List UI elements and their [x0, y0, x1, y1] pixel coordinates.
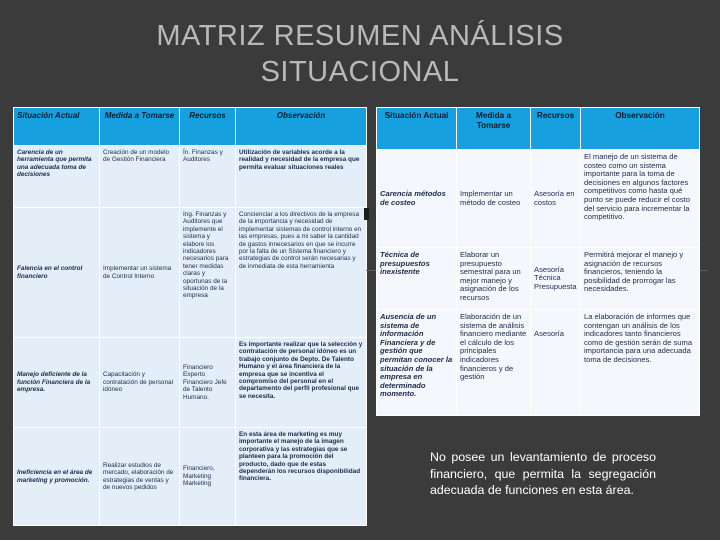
- table-row: [14, 146, 367, 208]
- left-header-recursos: Recursos: [180, 108, 236, 146]
- cell-observacion: En esta área de marketing es muy importante el manejo de la imagen corporativa y las estrategias que se planteen para la promoción del producto, dado que de estas dependerán los recursos disponibilidad financiera.: [236, 428, 367, 526]
- cell-recursos: Asesoría en costos: [531, 150, 581, 248]
- cell-situacion: Manejo deficiente de la función Financiera de la empresa.: [14, 338, 100, 428]
- table-row: [14, 338, 367, 428]
- situational-matrix-left-table: [13, 107, 367, 526]
- cell-medida: Elaboración de un sistema de análisis financiero mediante el cálculo de los principales indicadores financieros y de gestión: [457, 310, 531, 416]
- cell-observacion: La elaboración de informes que contengan un análisis de los indicadores tanto financieros como de gestión serán de suma importancia para una adecuada toma de decisiones.: [581, 310, 700, 416]
- cell-observacion: Es importante realizar que la selección y contratación de personal idóneo es un trabajo conjunto de Depto. De Talento Humano y el área financiera de la empresa que se incentiva el compromiso del personal en el departamento del perfil profesional que se necesita.: [236, 338, 367, 428]
- right-header-medida: Medida a Tomarse: [457, 108, 531, 150]
- cell-situacion: Carencia métodos de costeo: [377, 150, 457, 248]
- cell-observacion: Concienciar a los directivos de la empresa de la importancia y necesidad de implementar sistemas de control interno en las empresas, pues a mi saber la cantidad de gastos innecesarios en que se incurre por la falta de un Sistema financiero y estrategias de control serán necesarias y de inmediata de esta herramienta: [236, 208, 367, 338]
- table-row: [14, 208, 367, 338]
- cell-recursos: Ín. Finanzas y Auditores: [180, 146, 236, 208]
- bullet-marker: [364, 208, 369, 220]
- table-row: [14, 428, 367, 526]
- cell-recursos: Ing. Finanzas y Auditores que implemente el sistema y elabore los indicadores necesarios para tener medidas claras y oportunas de la situación de la empresa: [180, 208, 236, 338]
- cell-recursos: Financiero Experto Financiero Jefe de Talento Humano.: [180, 338, 236, 428]
- cell-medida: Capacitación y contratación de personal idóneo: [100, 338, 180, 428]
- left-header-observacion: Observación: [236, 108, 367, 146]
- slide-title: [0, 18, 720, 90]
- financial-process-note: No posee un levantamiento de proceso financiero, que permita la segregación adecuada de funciones en esta área.: [430, 450, 656, 497]
- right-header-situacion: Situación Actual: [377, 108, 457, 150]
- table-row: [377, 310, 700, 416]
- cell-observacion: El manejo de un sistema de costeo como un sistema importante para la toma de decisiones en algunos factores competitivos como hasta qué punto se puede reducir el costo del servicio para incrementar la competitivo.: [581, 150, 700, 248]
- table-row: [377, 150, 700, 248]
- right-header-recursos: Recursos: [531, 108, 581, 150]
- cell-recursos: Asesoría Técnica Presupuesta: [531, 248, 581, 310]
- situational-matrix-right-table: [376, 107, 700, 416]
- cell-situacion: Falencia en el control financiero: [14, 208, 100, 338]
- cell-medida: Creación de un modelo de Gestión Financiera: [100, 146, 180, 208]
- cell-situacion: Técnica de presupuestos inexistente: [377, 248, 457, 310]
- left-header-situacion: Situación Actual: [14, 108, 100, 146]
- cell-situacion: Ausencia de un sistema de información Financiera y de gestión que permitan conocer la situación de la empresa en determinado momento.: [377, 310, 457, 416]
- table-row: [377, 248, 700, 310]
- cell-recursos: Financiero, Marketing Marketing: [180, 428, 236, 526]
- cell-situacion: Carencia de un herramienta que permita una adecuada toma de decisiones: [14, 146, 100, 208]
- cell-recursos: Asesoría: [531, 310, 581, 416]
- cell-medida: Realizar estudios de mercado, elaboración de estrategias de ventas y de nuevos pedidos: [100, 428, 180, 526]
- cell-medida: Elaborar un presupuesto semestral para un mejor manejo y asignación de los recursos: [457, 248, 531, 310]
- slide-title-line2: SITUACIONAL: [260, 56, 460, 88]
- left-header-medida: Medida a Tomarse: [100, 108, 180, 146]
- cell-observacion: Permitirá mejorar el manejo y asignación de recursos financieros, teniendo la posibilidad de prorrogar las necesidades.: [581, 248, 700, 310]
- right-header-observacion: Observación: [581, 108, 700, 150]
- cell-medida: Implementar un sistema de Control Interno: [100, 208, 180, 338]
- slide-title-line1: MATRIZ RESUMEN ANÁLISIS: [156, 20, 564, 52]
- cell-medida: Implementar un método de costeo: [457, 150, 531, 248]
- cell-observacion: Utilización de variables acorde a la realidad y necesidad de la empresa que permita evaluar situaciones reales: [236, 146, 367, 208]
- cell-situacion: Ineficiencia en el área de marketing y promoción.: [14, 428, 100, 526]
